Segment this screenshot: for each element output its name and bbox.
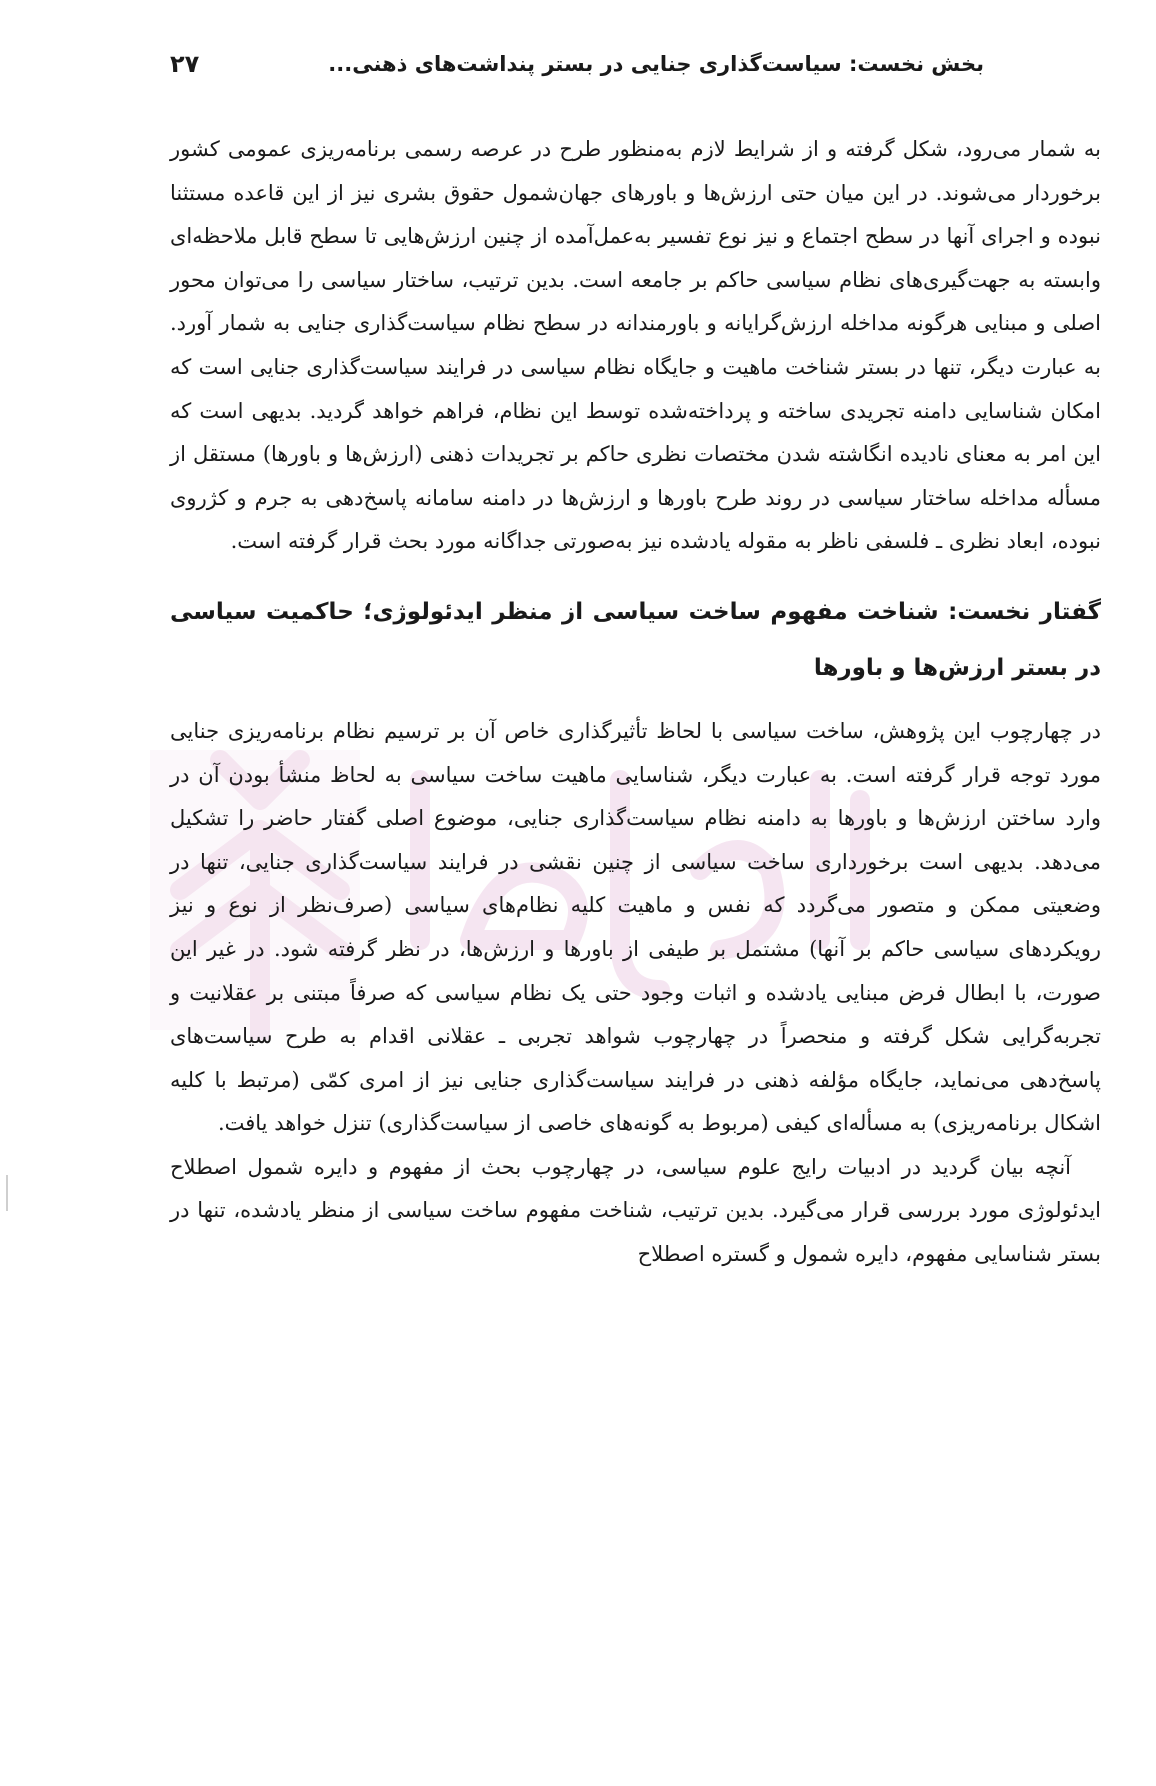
paragraph-1: به شمار می‌رود، شکل گرفته و از شرایط لازم به‌منظور طرح در عرصه رسمی برنامه‌ریزی عمومی کشور برخوردار می‌شوند. در این میان حتی ارزش‌ها و باورهای جهان‌شمول حقوق بشری نیز از این قاعده مستثنا نبوده و اجرای آنها در سطح اجتماع و نیز نوع تفسیر به‌عمل‌آمده از چنین ارزش‌هایی تا سطح قابل ملاحظه‌ای وابسته به جهت‌گیری‌های نظام سیاسی حاکم بر جامعه است. بدین ترتیب، ساختار سیاسی را می‌توان محور اصلی و مبنایی هرگونه مداخله ارزش‌گرایانه و باورمندانه در سطح نظام سیاست‌گذاری جنایی به شمار آورد. به عبارت دیگر، تنها در بستر شناخت ماهیت و جایگاه نظام سیاسی در فرایند سیاست‌گذاری جنایی است که امکان شناسایی دامنه تجریدی ساخته و پرداخته‌شده توسط این نظام، فراهم خواهد گردید. بدیهی است که این امر به معنای نادیده انگاشته شدن مختصات نظری حاکم بر تجریدات ذهنی (ارزش‌ها و باورها) مستقل از مسأله مداخله ساختار سیاسی در روند طرح باورها و ارزش‌ها در دامنه سامانه پاسخ‌دهی به جرم و کژروی نبوده، ابعاد نظری ـ فلسفی ناظر به مقوله یادشده نیز به‌صورتی جداگانه مورد بحث قرار گرفته است. — [170, 137, 1101, 554]
page-header — [170, 52, 984, 92]
section-heading: گفتار نخست: شناخت مفهوم ساخت سیاسی از منظر ایدئولوژی؛ حاکمیت سیاسی در بستر ارزش‌ها و باورها — [170, 598, 1101, 681]
margin-mark — [6, 1175, 8, 1211]
paragraph-2: در چهارچوب این پژوهش، ساخت سیاسی با لحاظ تأثیرگذاری خاص آن بر ترسیم نظام برنامه‌ریزی جنایی مورد توجه قرار گرفته است. به عبارت دیگر، شناسایی ماهیت ساخت سیاسی به لحاظ منشأ بودن آن در وارد ساختن ارزش‌ها و باورها به دامنه نظام سیاست‌گذاری جنایی، موضوع اصلی گفتار حاضر را تشکیل می‌دهد. بدیهی است برخورداری ساخت سیاسی از چنین نقشی در فرایند سیاست‌گذاری جنایی، تنها در وضعیتی ممکن و متصور می‌گردد که نفس و ماهیت کلیه نظام‌های سیاسی (صرف‌نظر از نوع و نیز رویکردهای سیاسی حاکم بر آنها) مشتمل بر طیفی از باورها و ارزش‌ها، در نظر گرفته شود. در غیر این صورت، با ابطال فرض مبنایی یادشده و اثبات وجود حتی یک نظام سیاسی که صرفاً مبتنی بر عقلانیت و تجربه‌گرایی شکل گرفته و منحصراً در چهارچوب شواهد تجربی ـ عقلانی اقدام به طرح سیاست‌های پاسخ‌دهی می‌نماید، جایگاه مؤلفه ذهنی در فرایند سیاست‌گذاری جنایی نیز از امری کمّی (مرتبط با کلیه اشکال برنامه‌ریزی) به مسأله‌ای کیفی (مربوط به گونه‌های خاصی از سیاست‌گذاری) تنزل خواهد یافت. — [170, 718, 1101, 1136]
page-body — [170, 128, 1101, 1277]
paragraph-3: آنچه بیان گردید در ادبیات رایج علوم سیاسی، در چهارچوب بحث از مفهوم و دایره شمول اصطلاح ایدئولوژی مورد بررسی قرار می‌گیرد. بدین ترتیب، شناخت مفهوم ساخت سیاسی از منظر یادشده، تنها در بستر شناسایی مفهوم، دایره شمول و گستره اصطلاح — [170, 1154, 1101, 1267]
page-number: ۲۷ — [170, 50, 200, 78]
running-title: بخش نخست: سیاست‌گذاری جنایی در بستر پنداشت‌های ذهنی... — [328, 52, 984, 76]
